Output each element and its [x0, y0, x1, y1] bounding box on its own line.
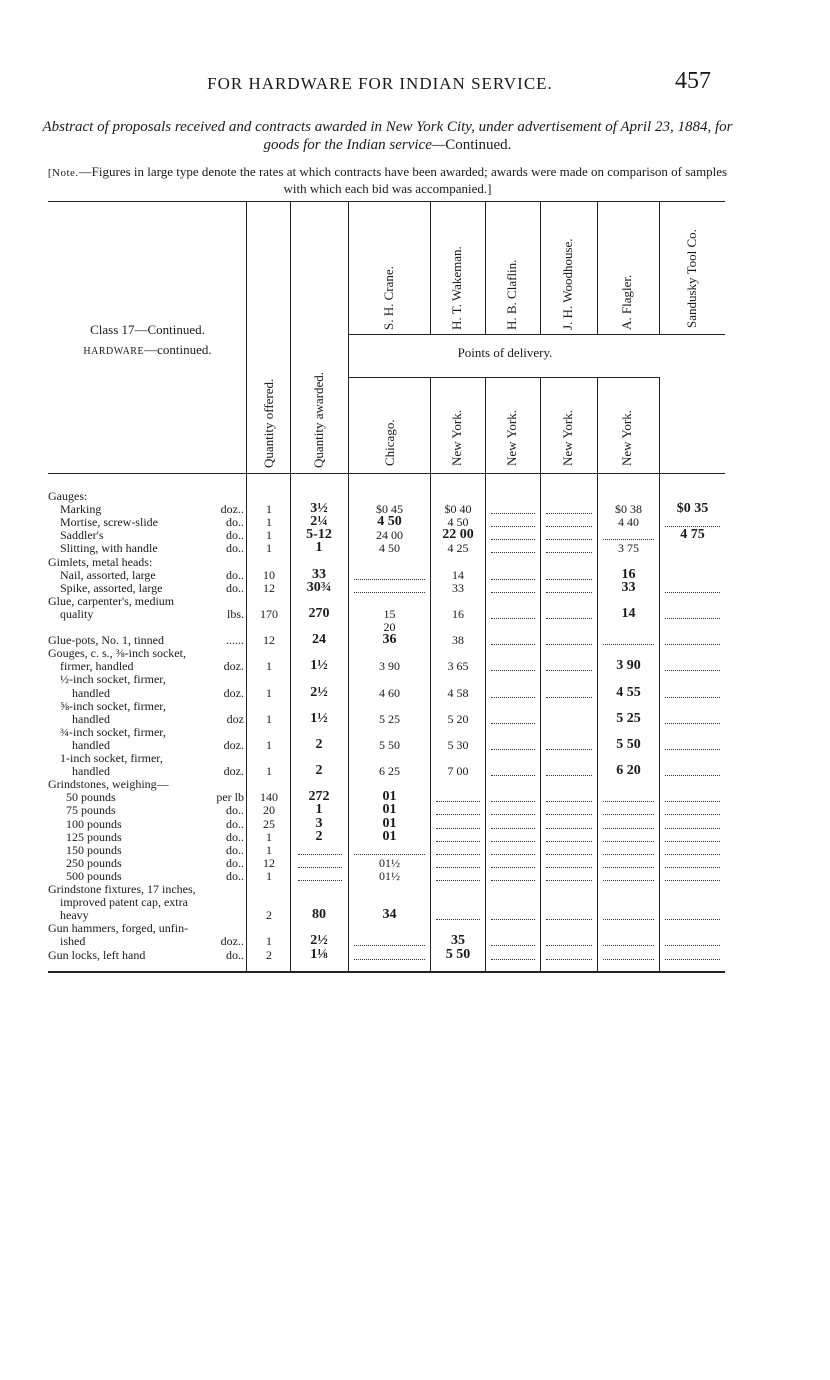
row-unit: do.. — [226, 528, 244, 543]
col-head-bidder-1: S. H. Crane. — [381, 266, 396, 330]
bid-dots — [665, 697, 720, 698]
qty-awarded-cell: 30¾ — [306, 579, 332, 595]
bid-dots — [603, 828, 654, 829]
col-head-qty-awarded: Quantity awarded. — [311, 371, 326, 468]
bid-dots — [491, 723, 535, 724]
bid-cell: 15 — [383, 606, 396, 621]
row-label: 50 pounds — [66, 790, 116, 805]
bid-dots — [491, 814, 535, 815]
row-label: Gauges: — [48, 489, 88, 503]
row-label: firmer, handled — [60, 659, 134, 674]
qty-awarded-cell: 1⅛ — [310, 946, 328, 962]
bid-cell: 5 50 — [379, 737, 400, 752]
bid-dots — [665, 618, 720, 619]
qty-awarded-cell: 3½ — [310, 501, 328, 517]
bid-dots — [491, 854, 535, 855]
row-label: handled — [72, 711, 110, 726]
bid-dots — [546, 592, 592, 593]
bid-dots — [665, 828, 720, 829]
page-header-title: FOR HARDWARE FOR INDIAN SERVICE. — [207, 74, 553, 93]
row-label: 100 pounds — [66, 816, 122, 831]
bid-dots — [354, 854, 425, 855]
bid-dots — [546, 749, 592, 750]
qty-awarded-cell: 3 — [315, 815, 323, 831]
qty-offered-cell: 1 — [266, 528, 272, 543]
qty-offered-cell: 1 — [266, 868, 272, 883]
row-label: Spike, assorted, large — [60, 580, 163, 595]
qty-awarded-cell: 1½ — [310, 710, 328, 726]
row-unit: doz. — [223, 659, 244, 674]
bid-cell: 01 — [382, 802, 397, 818]
bid-dots — [546, 828, 592, 829]
bid-cell: 4 25 — [447, 541, 469, 556]
col-rule-2 — [290, 201, 291, 971]
col-rule-1 — [246, 201, 247, 971]
bid-cell: 5 25 — [616, 710, 641, 726]
bid-dots — [546, 854, 592, 855]
bid-dots — [491, 697, 535, 698]
bid-dots — [665, 959, 720, 960]
bid-dots — [546, 775, 592, 776]
row-unit: do.. — [226, 947, 244, 962]
bid-dots — [665, 814, 720, 815]
bid-dots — [546, 945, 592, 946]
bid-cell: 24 00 — [376, 528, 403, 543]
bid-cell: 3 65 — [447, 659, 469, 674]
col-rule-8a — [659, 201, 660, 334]
bid-cell: 34 — [382, 907, 397, 923]
bid-dots — [665, 644, 720, 645]
class-sub-a: HARDWARE — [83, 346, 145, 357]
bid-dots — [603, 959, 654, 960]
bid-dots — [436, 854, 480, 855]
note-text — [40, 164, 735, 196]
bid-dots — [603, 539, 654, 540]
note-label: [Note. — [47, 167, 79, 179]
bid-dots — [546, 867, 592, 868]
col-rule-7b — [597, 377, 598, 971]
row-label: handled — [72, 764, 110, 779]
row-unit: do.. — [226, 816, 244, 831]
qty-offered-cell: 12 — [263, 580, 275, 595]
abstract-caption — [40, 118, 735, 154]
class-sub-b: —continued. — [144, 342, 212, 357]
row-unit: do.. — [226, 829, 244, 844]
col-rule-7a — [597, 201, 598, 334]
bid-dots — [546, 513, 592, 514]
class-heading — [50, 320, 245, 362]
row-label: ished — [60, 934, 86, 949]
qty-awarded-cell: 2¼ — [310, 514, 328, 530]
header-bottom-rule — [48, 473, 725, 474]
bid-dots — [603, 801, 654, 802]
bid-dots — [665, 919, 720, 920]
bid-dots — [491, 749, 535, 750]
qty-offered-cell: 1 — [266, 737, 272, 752]
row-label: 150 pounds — [66, 842, 122, 857]
delivery-point-5: New York. — [619, 410, 634, 466]
qty-awarded-cell: 270 — [308, 605, 330, 621]
qty-offered-cell: 1 — [266, 659, 272, 674]
row-label: 500 pounds — [66, 868, 122, 883]
row-label: handled — [72, 685, 110, 700]
delivery-point-4: New York. — [560, 410, 575, 466]
bid-dots — [603, 867, 654, 868]
row-unit: do.. — [226, 855, 244, 870]
bid-dots — [354, 945, 425, 946]
row-label: handled — [72, 737, 110, 752]
bid-cell: 36 — [382, 632, 397, 648]
col-rule-4b — [430, 377, 431, 971]
qty-awarded-dots — [298, 854, 342, 855]
row-label: quality — [60, 606, 94, 621]
abstract-text: Abstract of proposals received and contracts awarded in New York City, under advertisement of April 23, 1884, for goods for the Indian service— — [42, 119, 733, 153]
bid-cell: 5 25 — [379, 711, 400, 726]
qty-awarded-cell: 80 — [312, 907, 326, 923]
bid-dots — [491, 618, 535, 619]
row-label: improved patent cap, extra — [60, 895, 188, 910]
qty-offered-cell: 1 — [266, 934, 272, 949]
qty-offered-cell: 1 — [266, 764, 272, 779]
bid-cell: 6 25 — [379, 764, 400, 779]
bid-cell: 35 — [451, 933, 465, 949]
qty-awarded-dots — [298, 867, 342, 868]
qty-offered-cell: 12 — [263, 633, 275, 648]
row-label: Gun hammers, forged, unfin- — [48, 921, 189, 936]
bid-cell: $0 35 — [676, 501, 709, 517]
bid-cell: 01 — [382, 815, 397, 831]
col-head-bidder-4: J. H. Woodhouse. — [560, 238, 575, 330]
bid-cell: 3 90 — [379, 659, 400, 674]
qty-awarded-cell: 1 — [315, 540, 323, 556]
bid-dots — [546, 539, 592, 540]
bid-cell: 01 — [382, 828, 397, 844]
bid-cell: 4 50 — [447, 515, 469, 530]
class-title: Class 17—Continued. — [90, 322, 205, 337]
bid-dots — [546, 880, 592, 881]
row-unit: do.. — [226, 567, 244, 582]
row-unit: doz. — [223, 737, 244, 752]
row-unit: do.. — [226, 868, 244, 883]
row-label: Gimlets, metal heads: — [48, 554, 153, 569]
bid-dots — [546, 919, 592, 920]
bid-dots — [665, 723, 720, 724]
row-unit: doz — [226, 711, 244, 726]
bid-dots — [491, 919, 535, 920]
bid-dots — [603, 945, 654, 946]
row-label: Grindstones, weighing— — [48, 777, 169, 792]
bid-dots — [491, 539, 535, 540]
bid-cell: 4 50 — [377, 514, 402, 530]
qty-awarded-cell: 2½ — [310, 684, 328, 700]
bid-dots — [491, 880, 535, 881]
table-top-rule — [48, 201, 725, 202]
bid-dots — [546, 841, 592, 842]
bid-dots — [546, 579, 592, 580]
row-label: Gun locks, left hand — [48, 947, 146, 962]
qty-offered-cell: 1 — [266, 502, 272, 517]
qty-awarded-dots — [298, 880, 342, 881]
bid-dots — [491, 841, 535, 842]
bid-dots — [665, 841, 720, 842]
qty-offered-cell: 2 — [266, 947, 272, 962]
bid-dots — [354, 592, 425, 593]
bid-dots — [665, 854, 720, 855]
bid-cell: 16 — [452, 606, 464, 621]
bid-cell: 33 — [621, 579, 636, 595]
col-rule-6a — [540, 201, 541, 334]
col-head-qty-offered: Quantity offered. — [261, 378, 276, 468]
col-rule-6b — [540, 377, 541, 971]
qty-offered-cell: 1 — [266, 541, 272, 556]
qty-awarded-cell: 33 — [312, 566, 326, 582]
bid-dots — [546, 670, 592, 671]
bid-dots — [491, 801, 535, 802]
row-unit: ...... — [226, 633, 244, 648]
bid-dots — [491, 526, 535, 527]
abstract-continued: Continued. — [445, 137, 512, 153]
row-unit: do.. — [226, 541, 244, 556]
col-head-bidder-2: H. T. Wakeman. — [449, 246, 464, 330]
qty-offered-cell: 25 — [263, 816, 275, 831]
qty-awarded-cell: 2 — [315, 736, 323, 752]
qty-offered-cell: 2 — [266, 908, 272, 923]
bid-cell: 5 30 — [447, 737, 469, 752]
bid-dots — [546, 814, 592, 815]
bid-dots — [603, 814, 654, 815]
bid-dots — [546, 552, 592, 553]
bid-dots — [491, 945, 535, 946]
qty-awarded-cell: 272 — [308, 789, 330, 805]
qty-offered-cell: 1 — [266, 711, 272, 726]
col-rule-4a — [430, 201, 431, 334]
bid-cell: 01 — [382, 789, 397, 805]
row-label: ⅝-inch socket, firmer, — [60, 698, 166, 713]
bid-dots — [603, 841, 654, 842]
bid-cell: 14 — [452, 567, 464, 582]
bid-dots — [546, 697, 592, 698]
bid-cell: 4 40 — [618, 515, 639, 530]
delivery-point-1: Chicago. — [382, 419, 397, 466]
bid-cell: 20 — [383, 620, 396, 634]
bid-dots — [546, 618, 592, 619]
bid-dots — [354, 959, 425, 960]
bid-cell: 5 50 — [616, 736, 641, 752]
bid-dots — [665, 670, 720, 671]
qty-awarded-cell: 2 — [315, 828, 323, 844]
col-rule-5a — [485, 201, 486, 334]
row-unit: do.. — [226, 580, 244, 595]
qty-offered-cell: 1 — [266, 685, 272, 700]
bid-cell: 3 90 — [616, 658, 641, 674]
bid-dots — [354, 579, 425, 580]
row-unit: per lb — [216, 790, 244, 805]
bid-cell: $0 38 — [615, 502, 642, 517]
qty-offered-cell: 1 — [266, 829, 272, 844]
bid-dots — [665, 867, 720, 868]
qty-offered-cell: 20 — [263, 803, 275, 818]
row-label: 250 pounds — [66, 855, 122, 870]
bid-dots — [546, 959, 592, 960]
col-rule-8b — [659, 377, 660, 971]
row-label: 125 pounds — [66, 829, 122, 844]
row-label: Glue-pots, No. 1, tinned — [48, 633, 164, 648]
bid-dots — [665, 592, 720, 593]
qty-awarded-cell: 2 — [315, 763, 323, 779]
qty-awarded-cell: 1 — [315, 802, 323, 818]
bid-dots — [436, 880, 480, 881]
row-unit: doz.. — [220, 934, 244, 949]
qty-offered-cell: 170 — [260, 606, 278, 621]
row-label: ½-inch socket, firmer, — [60, 672, 166, 687]
bid-dots — [491, 552, 535, 553]
row-unit: doz.. — [220, 502, 244, 517]
qty-awarded-cell: 24 — [312, 632, 326, 648]
row-label: ¾-inch socket, firmer, — [60, 724, 166, 739]
row-label: 1-inch socket, firmer, — [60, 751, 163, 765]
bid-cell: 01½ — [379, 855, 400, 870]
bid-dots — [491, 644, 535, 645]
bid-dots — [665, 775, 720, 776]
bid-cell: 22 00 — [442, 527, 474, 543]
bid-cell: 38 — [452, 633, 464, 648]
row-label: Glue, carpenter's, medium — [48, 593, 175, 608]
bid-dots — [665, 880, 720, 881]
bid-dots — [603, 880, 654, 881]
row-label: Gouges, c. s., ⅜-inch socket, — [48, 646, 186, 661]
bid-dots — [491, 867, 535, 868]
col-rule-3 — [348, 201, 349, 971]
col-head-bidder-5: A. Flagler. — [619, 274, 634, 330]
bid-dots — [603, 854, 654, 855]
bid-dots — [491, 513, 535, 514]
note-body: —Figures in large type denote the rates at which contracts have been awarded; awards were made on comparison of samples with which each bid was accompanied.] — [78, 164, 728, 196]
qty-offered-cell: 140 — [260, 790, 278, 805]
points-of-delivery-heading: Points of delivery. — [457, 345, 553, 360]
bid-dots — [491, 828, 535, 829]
bid-dots — [603, 644, 654, 645]
qty-offered-cell: 1 — [266, 515, 272, 530]
bid-cell: 4 58 — [447, 685, 469, 700]
bid-dots — [491, 959, 535, 960]
bid-cell: 7 00 — [447, 764, 469, 779]
bid-cell: 3 75 — [618, 541, 639, 556]
bid-cell: 4 50 — [379, 541, 400, 556]
bid-cell: 5 20 — [447, 711, 469, 726]
row-unit: doz. — [223, 685, 244, 700]
bid-dots — [436, 828, 480, 829]
bid-cell: 4 55 — [616, 684, 641, 700]
bid-cell: 14 — [621, 605, 636, 621]
class-subtitle — [50, 340, 245, 362]
bid-cell: 16 — [621, 566, 636, 582]
bid-dots — [665, 945, 720, 946]
bid-dots — [665, 749, 720, 750]
bid-cell: 6 20 — [616, 763, 641, 779]
row-label: Slitting, with handle — [60, 541, 158, 556]
qty-offered-cell: 1 — [266, 842, 272, 857]
bid-cell: 4 60 — [379, 685, 400, 700]
col-rule-5b — [485, 377, 486, 971]
row-unit: lbs. — [226, 606, 244, 621]
bid-dots — [491, 579, 535, 580]
qty-offered-cell: 10 — [263, 567, 275, 582]
table-bottom-rule — [48, 971, 725, 973]
qty-awarded-cell: 1½ — [310, 658, 328, 674]
bid-dots — [546, 801, 592, 802]
points-top-rule — [348, 334, 725, 335]
bid-dots — [546, 526, 592, 527]
col-head-bidder-6: Sandusky Tool Co. — [684, 229, 699, 328]
bid-cell: 4 75 — [680, 527, 705, 543]
row-label: Marking — [60, 502, 102, 517]
bid-dots — [436, 841, 480, 842]
bid-dots — [436, 867, 480, 868]
qty-offered-cell: 12 — [263, 855, 275, 870]
row-unit: do.. — [226, 803, 244, 818]
bid-dots — [665, 801, 720, 802]
bid-cell: $0 45 — [376, 502, 403, 517]
bid-cell: 33 — [452, 580, 464, 595]
delivery-point-2: New York. — [449, 410, 464, 466]
row-unit: do.. — [226, 842, 244, 857]
bid-dots — [603, 919, 654, 920]
row-label: Saddler's — [60, 528, 104, 543]
page-number: 457 — [675, 68, 711, 94]
bid-dots — [491, 670, 535, 671]
row-label: Grindstone fixtures, 17 inches, — [48, 882, 196, 896]
row-unit: do.. — [226, 515, 244, 530]
row-label: Mortise, screw-slide — [60, 515, 158, 530]
row-label: heavy — [60, 908, 89, 923]
bid-cell: 5 50 — [445, 946, 471, 962]
bid-dots — [546, 644, 592, 645]
bid-dots — [436, 801, 480, 802]
bid-dots — [491, 775, 535, 776]
delivery-point-3: New York. — [504, 410, 519, 466]
bid-dots — [491, 592, 535, 593]
bid-dots — [436, 814, 480, 815]
col-head-bidder-3: H. B. Claflin. — [504, 259, 519, 330]
qty-awarded-cell: 2½ — [310, 933, 328, 949]
qty-awarded-cell: 5-12 — [306, 527, 332, 543]
row-label: Nail, assorted, large — [60, 567, 156, 582]
row-label: 75 pounds — [66, 803, 116, 818]
bid-dots — [436, 919, 480, 920]
bid-cell: $0 40 — [444, 502, 472, 517]
row-unit: doz. — [223, 764, 244, 779]
bid-cell: 01½ — [379, 868, 400, 883]
